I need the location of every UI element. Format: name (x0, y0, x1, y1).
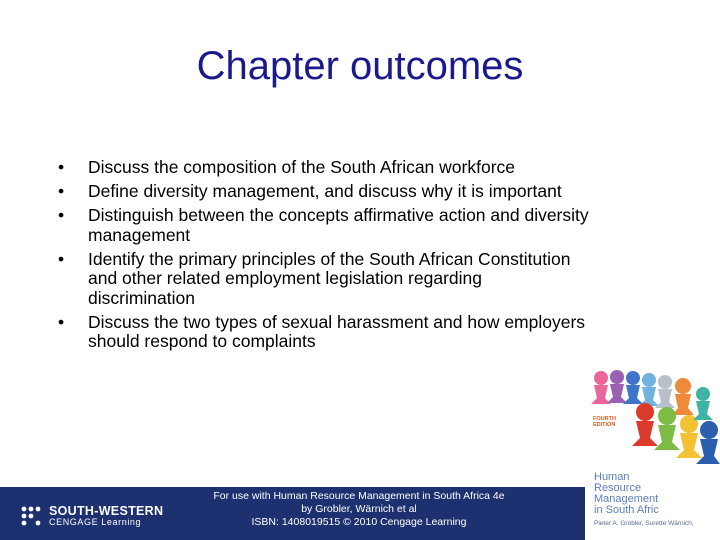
list-item (58, 206, 668, 245)
bullet-mark: • (58, 157, 65, 177)
pawn-teal-icon (693, 387, 713, 420)
book-title (594, 472, 704, 516)
cengage-logo-icon (18, 503, 44, 529)
list-item-line: discrimination (88, 287, 195, 308)
list-item-line: and other related employment legislation regarding (88, 268, 482, 288)
pawn-lightblue-icon (639, 373, 659, 406)
bullet-mark: • (58, 205, 65, 225)
book-title-line: in South Afric (594, 504, 659, 516)
page-title: Chapter outcomes (196, 44, 524, 88)
list-item-line: Discuss the two types of sexual harassment and how employers (88, 311, 586, 332)
footer-line: ISBN: 1408019515 © 2010 Cengage Learning (251, 516, 467, 528)
bullet-mark: • (58, 181, 65, 201)
footer-line: by Grobler, Wärnich et al (301, 503, 417, 515)
book-title-line: Human (594, 471, 630, 483)
list-item-line: should respond to complaints (88, 331, 316, 351)
bullet-mark: • (58, 248, 65, 269)
list-item-line: Identify the primary principles of the South African Constitution (88, 248, 571, 269)
pawn-pink-icon (591, 371, 611, 404)
list-item (58, 313, 668, 352)
footer-citation (196, 490, 522, 529)
footer-line: For use with Human Resource Management in South Africa 4e (213, 490, 505, 502)
list-item (58, 182, 668, 202)
book-title-line: Management (594, 493, 659, 505)
list-item-line: management (88, 224, 191, 245)
list-item-line: Discuss the composition of the South African workforce (88, 157, 516, 177)
pawn-yellow-icon (676, 415, 702, 458)
book-cover (585, 368, 720, 540)
pawn-purple-icon (607, 370, 627, 403)
list-item-line: Define diversity management, and discuss why it is important (88, 181, 562, 201)
pawn-grey-icon (655, 375, 675, 408)
bullet-mark: • (58, 311, 65, 332)
list-item (58, 158, 668, 178)
pawn-red-icon (632, 403, 658, 446)
pawn-blue-icon (623, 371, 643, 404)
book-edition: FOURTH EDITION (593, 416, 616, 428)
book-authors: Pieter A. Grobler, Surette Wärnich, (594, 520, 694, 527)
logo-line2: CENGAGE Learning (49, 517, 142, 527)
outcomes-list (58, 158, 668, 356)
publisher-logo (18, 503, 178, 529)
logo-line1: SOUTH-WESTERN (49, 504, 164, 518)
list-item-line: Distinguish between the concepts affirmative action and diversity (88, 205, 589, 225)
pawn-orange-icon (672, 378, 694, 415)
book-title-line: Resource (594, 482, 642, 494)
list-item (58, 250, 668, 309)
